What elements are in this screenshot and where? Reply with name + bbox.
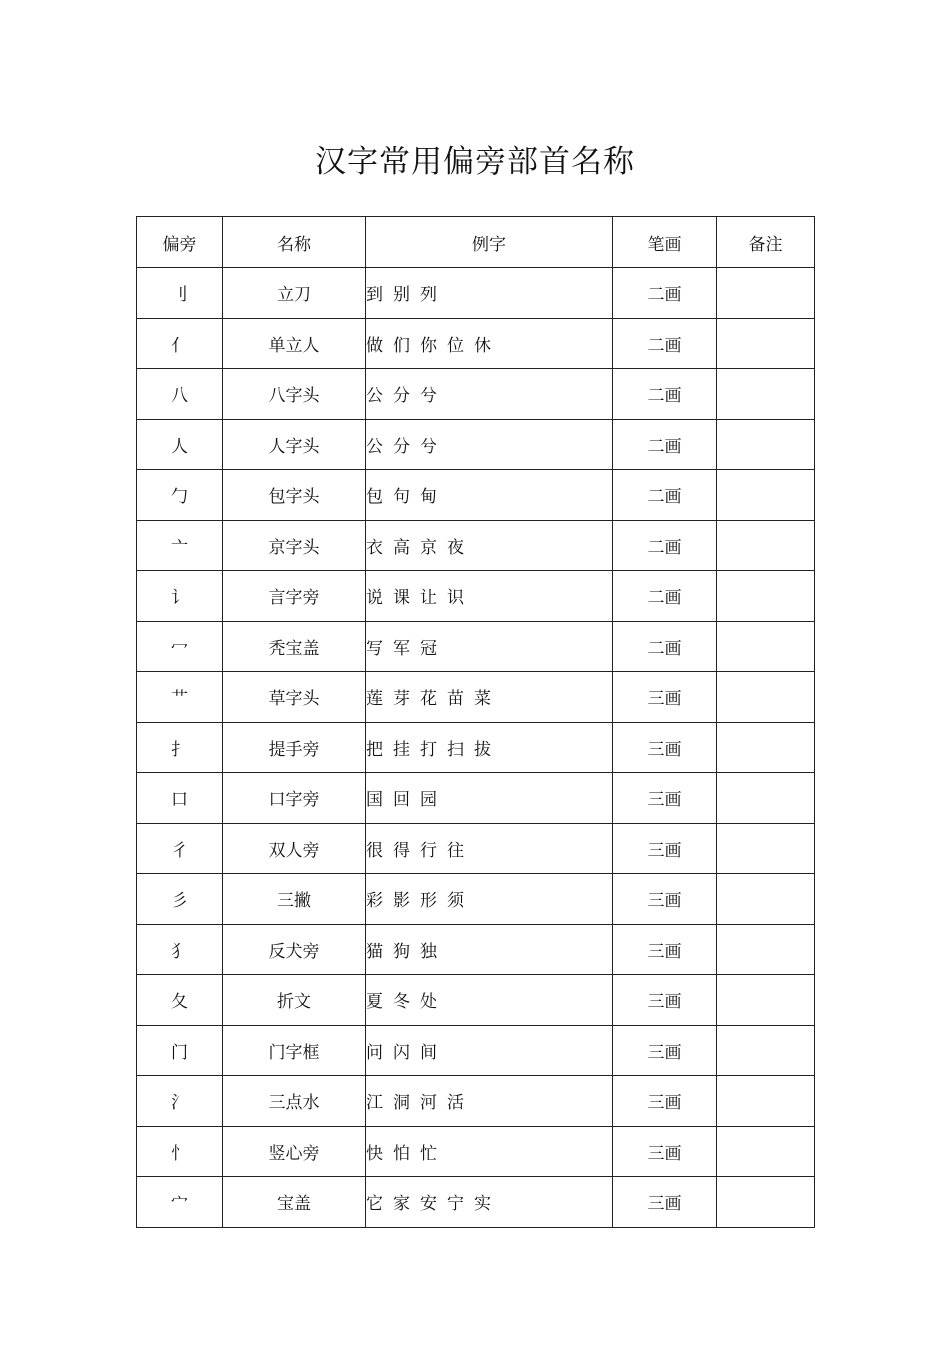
strokes-cell: 二画 bbox=[613, 520, 717, 571]
example-char: 甸 bbox=[420, 487, 437, 508]
radical-name-cell: 单立人 bbox=[223, 318, 366, 369]
note-cell bbox=[717, 470, 815, 521]
table-row bbox=[137, 823, 815, 874]
radical-cell: 亠 bbox=[137, 520, 223, 571]
example-char: 拔 bbox=[474, 739, 491, 760]
radical-name-cell: 折文 bbox=[223, 975, 366, 1026]
example-char: 安 bbox=[420, 1194, 437, 1215]
example-char: 快 bbox=[366, 1143, 383, 1164]
example-char: 公 bbox=[366, 436, 383, 457]
strokes-cell: 三画 bbox=[613, 924, 717, 975]
radical-name-cell: 人字头 bbox=[223, 419, 366, 470]
note-cell bbox=[717, 520, 815, 571]
example-char: 苗 bbox=[447, 689, 464, 710]
note-cell bbox=[717, 722, 815, 773]
radical-name-cell: 三点水 bbox=[223, 1076, 366, 1127]
table-row bbox=[137, 1177, 815, 1228]
example-char: 闪 bbox=[393, 1042, 410, 1063]
note-cell bbox=[717, 318, 815, 369]
strokes-cell: 二画 bbox=[613, 318, 717, 369]
example-char: 位 bbox=[447, 335, 464, 356]
example-char: 得 bbox=[393, 840, 410, 861]
radical-cell: 口 bbox=[137, 773, 223, 824]
example-char: 句 bbox=[393, 487, 410, 508]
example-char: 怕 bbox=[393, 1143, 410, 1164]
radical-name-cell: 反犬旁 bbox=[223, 924, 366, 975]
radical-name-cell: 包字头 bbox=[223, 470, 366, 521]
table-row bbox=[137, 470, 815, 521]
example-char: 狗 bbox=[393, 941, 410, 962]
example-char: 形 bbox=[420, 891, 437, 912]
example-char: 活 bbox=[447, 1093, 464, 1114]
example-char: 让 bbox=[420, 588, 437, 609]
example-char: 识 bbox=[447, 588, 464, 609]
example-char: 国 bbox=[366, 790, 383, 811]
note-cell bbox=[717, 874, 815, 925]
note-cell bbox=[717, 419, 815, 470]
table-row bbox=[137, 419, 815, 470]
strokes-cell: 三画 bbox=[613, 722, 717, 773]
example-char: 公 bbox=[366, 386, 383, 407]
example-char: 处 bbox=[420, 992, 437, 1013]
example-char: 忙 bbox=[420, 1143, 437, 1164]
page-title: 汉字常用偏旁部首名称 bbox=[315, 144, 635, 180]
radicals-table bbox=[136, 216, 815, 1228]
table-row bbox=[137, 672, 815, 723]
example-char: 莲 bbox=[366, 689, 383, 710]
example-char: 课 bbox=[393, 588, 410, 609]
note-cell bbox=[717, 1126, 815, 1177]
table-row bbox=[137, 1076, 815, 1127]
radical-cell: 讠 bbox=[137, 571, 223, 622]
examples-cell bbox=[366, 621, 613, 672]
radical-cell: 犭 bbox=[137, 924, 223, 975]
example-char: 列 bbox=[420, 285, 437, 306]
note-cell bbox=[717, 1025, 815, 1076]
example-char: 宁 bbox=[447, 1194, 464, 1215]
example-char: 回 bbox=[393, 790, 410, 811]
strokes-cell: 三画 bbox=[613, 773, 717, 824]
radical-name-cell: 言字旁 bbox=[223, 571, 366, 622]
header-radical: 偏旁 bbox=[137, 217, 223, 268]
example-char: 问 bbox=[366, 1042, 383, 1063]
example-char: 须 bbox=[447, 891, 464, 912]
examples-cell bbox=[366, 1177, 613, 1228]
example-char: 独 bbox=[420, 941, 437, 962]
examples-cell bbox=[366, 874, 613, 925]
radical-cell: 忄 bbox=[137, 1126, 223, 1177]
example-char: 说 bbox=[366, 588, 383, 609]
examples-cell bbox=[366, 520, 613, 571]
header-strokes: 笔画 bbox=[613, 217, 717, 268]
header-note: 备注 bbox=[717, 217, 815, 268]
example-char: 冠 bbox=[420, 638, 437, 659]
example-char: 往 bbox=[447, 840, 464, 861]
examples-cell bbox=[366, 823, 613, 874]
example-char: 打 bbox=[420, 739, 437, 760]
example-char: 芽 bbox=[393, 689, 410, 710]
note-cell bbox=[717, 268, 815, 319]
radical-name-cell: 秃宝盖 bbox=[223, 621, 366, 672]
example-char: 园 bbox=[420, 790, 437, 811]
examples-cell bbox=[366, 268, 613, 319]
note-cell bbox=[717, 1177, 815, 1228]
radical-cell: 彳 bbox=[137, 823, 223, 874]
header-examples: 例字 bbox=[366, 217, 613, 268]
strokes-cell: 三画 bbox=[613, 874, 717, 925]
note-cell bbox=[717, 975, 815, 1026]
example-char: 兮 bbox=[420, 436, 437, 457]
radical-name-cell: 京字头 bbox=[223, 520, 366, 571]
example-char: 扫 bbox=[447, 739, 464, 760]
strokes-cell: 三画 bbox=[613, 1025, 717, 1076]
examples-cell bbox=[366, 924, 613, 975]
example-char: 夏 bbox=[366, 992, 383, 1013]
strokes-cell: 二画 bbox=[613, 571, 717, 622]
strokes-cell: 三画 bbox=[613, 823, 717, 874]
table-row bbox=[137, 1025, 815, 1076]
strokes-cell: 三画 bbox=[613, 1076, 717, 1127]
radical-cell: 人 bbox=[137, 419, 223, 470]
example-char: 军 bbox=[393, 638, 410, 659]
example-char: 彩 bbox=[366, 891, 383, 912]
note-cell bbox=[717, 1076, 815, 1127]
strokes-cell: 三画 bbox=[613, 672, 717, 723]
example-char: 衣 bbox=[366, 537, 383, 558]
example-char: 菜 bbox=[474, 689, 491, 710]
example-char: 洞 bbox=[393, 1093, 410, 1114]
strokes-cell: 三画 bbox=[613, 975, 717, 1026]
note-cell bbox=[717, 823, 815, 874]
radical-cell: 宀 bbox=[137, 1177, 223, 1228]
examples-cell bbox=[366, 975, 613, 1026]
example-char: 到 bbox=[366, 285, 383, 306]
example-char: 京 bbox=[420, 537, 437, 558]
examples-cell bbox=[366, 1076, 613, 1127]
radical-name-cell: 双人旁 bbox=[223, 823, 366, 874]
note-cell bbox=[717, 672, 815, 723]
examples-cell bbox=[366, 318, 613, 369]
example-char: 把 bbox=[366, 739, 383, 760]
table-row bbox=[137, 369, 815, 420]
example-char: 高 bbox=[393, 537, 410, 558]
table-row bbox=[137, 1126, 815, 1177]
strokes-cell: 三画 bbox=[613, 1177, 717, 1228]
table-row bbox=[137, 924, 815, 975]
example-char: 别 bbox=[393, 285, 410, 306]
radical-name-cell: 门字框 bbox=[223, 1025, 366, 1076]
example-char: 休 bbox=[474, 335, 491, 356]
radical-cell: 勹 bbox=[137, 470, 223, 521]
example-char: 冬 bbox=[393, 992, 410, 1013]
note-cell bbox=[717, 621, 815, 672]
example-char: 行 bbox=[420, 840, 437, 861]
example-char: 江 bbox=[366, 1093, 383, 1114]
radical-cell: 夂 bbox=[137, 975, 223, 1026]
radical-name-cell: 八字头 bbox=[223, 369, 366, 420]
example-char: 分 bbox=[393, 386, 410, 407]
header-name: 名称 bbox=[223, 217, 366, 268]
table-row bbox=[137, 520, 815, 571]
example-char: 做 bbox=[366, 335, 383, 356]
radical-name-cell: 草字头 bbox=[223, 672, 366, 723]
table-row bbox=[137, 268, 815, 319]
example-char: 挂 bbox=[393, 739, 410, 760]
table-row bbox=[137, 722, 815, 773]
radical-cell: 八 bbox=[137, 369, 223, 420]
strokes-cell: 二画 bbox=[613, 621, 717, 672]
radical-cell: 冖 bbox=[137, 621, 223, 672]
example-char: 夜 bbox=[447, 537, 464, 558]
example-char: 们 bbox=[393, 335, 410, 356]
strokes-cell: 二画 bbox=[613, 419, 717, 470]
examples-cell bbox=[366, 773, 613, 824]
example-char: 猫 bbox=[366, 941, 383, 962]
strokes-cell: 二画 bbox=[613, 369, 717, 420]
table-row bbox=[137, 975, 815, 1026]
examples-cell bbox=[366, 672, 613, 723]
radical-cell: 门 bbox=[137, 1025, 223, 1076]
example-char: 实 bbox=[474, 1194, 491, 1215]
examples-cell bbox=[366, 1126, 613, 1177]
radical-name-cell: 立刀 bbox=[223, 268, 366, 319]
example-char: 花 bbox=[420, 689, 437, 710]
table-row bbox=[137, 571, 815, 622]
examples-cell bbox=[366, 470, 613, 521]
table-row bbox=[137, 874, 815, 925]
radical-name-cell: 口字旁 bbox=[223, 773, 366, 824]
radical-name-cell: 提手旁 bbox=[223, 722, 366, 773]
note-cell bbox=[717, 369, 815, 420]
note-cell bbox=[717, 571, 815, 622]
note-cell bbox=[717, 924, 815, 975]
table-row bbox=[137, 621, 815, 672]
example-char: 河 bbox=[420, 1093, 437, 1114]
examples-cell bbox=[366, 722, 613, 773]
strokes-cell: 二画 bbox=[613, 268, 717, 319]
example-char: 家 bbox=[393, 1194, 410, 1215]
table-body bbox=[137, 268, 815, 1228]
table-row bbox=[137, 318, 815, 369]
example-char: 你 bbox=[420, 335, 437, 356]
examples-cell bbox=[366, 1025, 613, 1076]
example-char: 分 bbox=[393, 436, 410, 457]
example-char: 间 bbox=[420, 1042, 437, 1063]
strokes-cell: 三画 bbox=[613, 1126, 717, 1177]
example-char: 包 bbox=[366, 487, 383, 508]
strokes-cell: 二画 bbox=[613, 470, 717, 521]
radical-cell: 扌 bbox=[137, 722, 223, 773]
radical-cell: 氵 bbox=[137, 1076, 223, 1127]
example-char: 很 bbox=[366, 840, 383, 861]
example-char: 兮 bbox=[420, 386, 437, 407]
radical-name-cell: 宝盖 bbox=[223, 1177, 366, 1228]
radical-cell: 亻 bbox=[137, 318, 223, 369]
examples-cell bbox=[366, 571, 613, 622]
radical-name-cell: 竖心旁 bbox=[223, 1126, 366, 1177]
radical-cell: 艹 bbox=[137, 672, 223, 723]
examples-cell bbox=[366, 419, 613, 470]
table-row bbox=[137, 773, 815, 824]
example-char: 写 bbox=[366, 638, 383, 659]
example-char: 影 bbox=[393, 891, 410, 912]
table-header-row bbox=[137, 217, 815, 268]
radical-cell: 刂 bbox=[137, 268, 223, 319]
example-char: 它 bbox=[366, 1194, 383, 1215]
note-cell bbox=[717, 773, 815, 824]
radical-cell: 彡 bbox=[137, 874, 223, 925]
radical-name-cell: 三撇 bbox=[223, 874, 366, 925]
examples-cell bbox=[366, 369, 613, 420]
